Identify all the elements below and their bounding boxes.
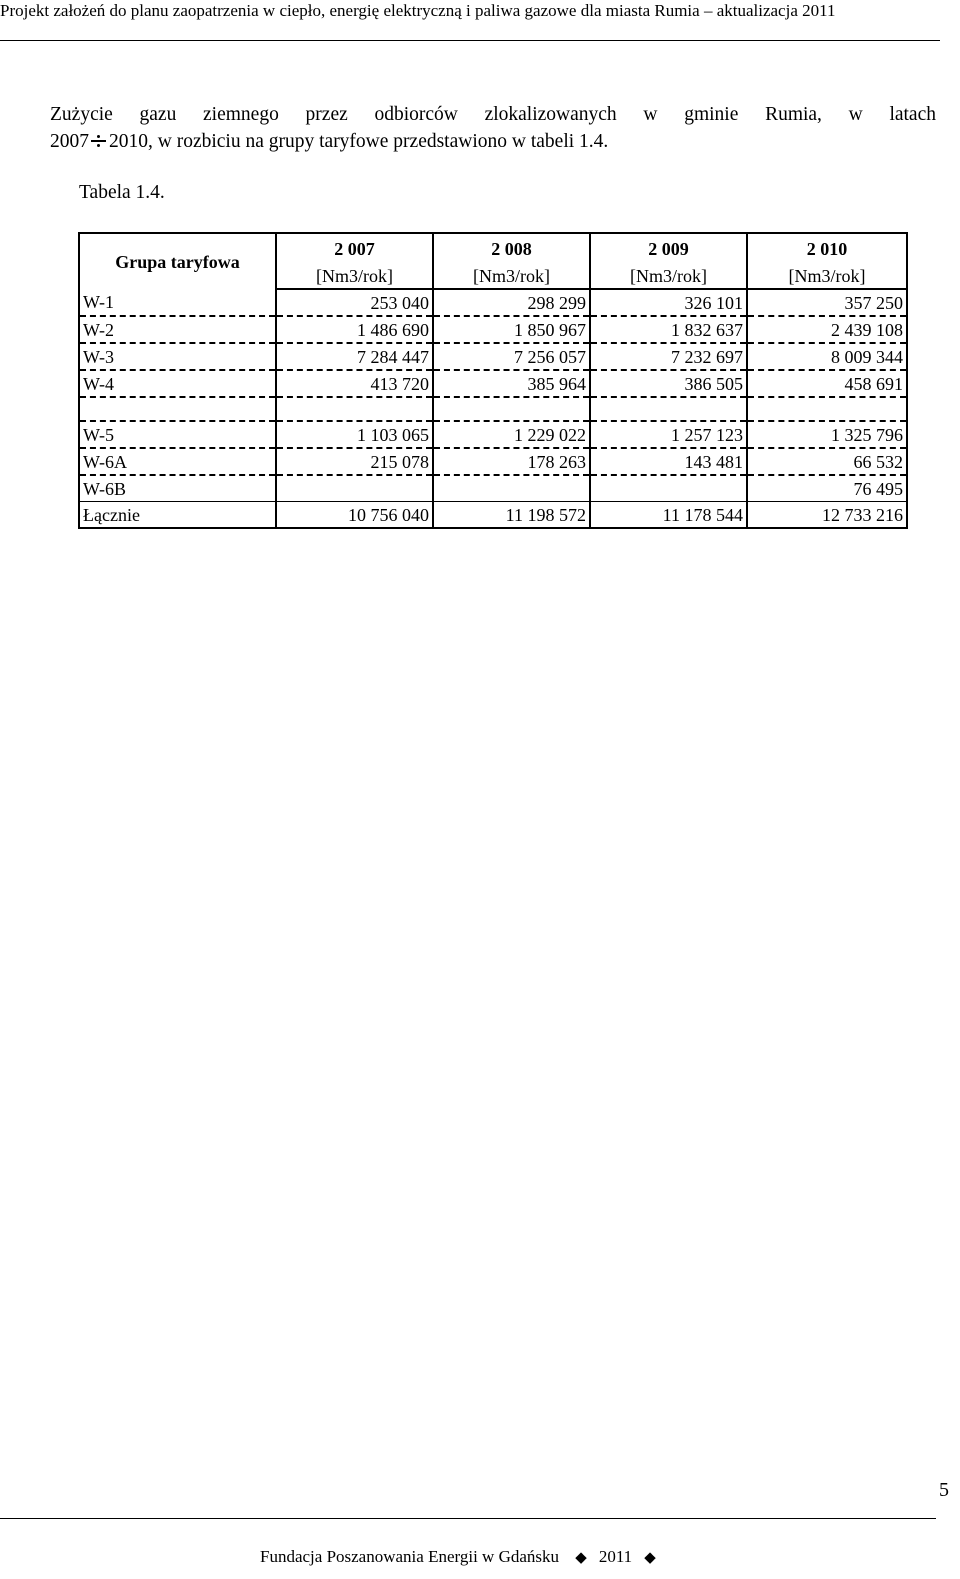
row-group-name bbox=[79, 397, 276, 421]
row-value bbox=[747, 397, 907, 421]
row-value: 76 495 bbox=[747, 475, 907, 502]
table-row bbox=[79, 475, 907, 502]
table-row-total bbox=[79, 502, 907, 529]
row-value: 215 078 bbox=[276, 448, 433, 475]
row-value: 298 299 bbox=[433, 289, 590, 316]
header-title: Projekt założeń do planu zaopatrzenia w ciepło, energię elektryczną i paliwa gazowe dla miasta Rumia – aktualizacja 2011 bbox=[0, 1, 836, 20]
footer-year: 2011 bbox=[598, 1547, 633, 1566]
table-caption: Tabela 1.4. bbox=[79, 182, 165, 203]
row-value: 2 439 108 bbox=[747, 316, 907, 343]
row-value: 143 481 bbox=[590, 448, 747, 475]
table-row-empty bbox=[79, 397, 907, 421]
row-group-name: W-3 bbox=[79, 343, 276, 370]
column-header-year: 2 009 bbox=[590, 233, 747, 263]
table-row bbox=[79, 448, 907, 475]
row-value: 7 256 057 bbox=[433, 343, 590, 370]
column-unit: [Nm3/rok] bbox=[747, 263, 907, 289]
column-header-year: 2 010 bbox=[747, 233, 907, 263]
table-row bbox=[79, 370, 907, 397]
row-value: 1 103 065 bbox=[276, 421, 433, 448]
footer-divider bbox=[0, 1518, 936, 1519]
intro-paragraph bbox=[50, 101, 936, 155]
row-value: 253 040 bbox=[276, 289, 433, 316]
row-value: 386 505 bbox=[590, 370, 747, 397]
page-footer bbox=[260, 1546, 668, 1569]
column-header-group: Grupa taryfowa bbox=[79, 233, 276, 289]
row-value bbox=[590, 475, 747, 502]
row-group-name: Łącznie bbox=[79, 502, 276, 529]
diamond-icon: ◆ bbox=[644, 1550, 656, 1566]
row-group-name: W-2 bbox=[79, 316, 276, 343]
row-group-name: W-4 bbox=[79, 370, 276, 397]
table-row bbox=[79, 421, 907, 448]
row-value: 1 229 022 bbox=[433, 421, 590, 448]
row-value: 8 009 344 bbox=[747, 343, 907, 370]
row-value: 7 232 697 bbox=[590, 343, 747, 370]
column-unit: [Nm3/rok] bbox=[276, 263, 433, 289]
row-value: 10 756 040 bbox=[276, 502, 433, 529]
row-value: 1 486 690 bbox=[276, 316, 433, 343]
row-value: 1 832 637 bbox=[590, 316, 747, 343]
row-group-name: W-6B bbox=[79, 475, 276, 502]
table-row bbox=[79, 289, 907, 316]
table-row bbox=[79, 316, 907, 343]
row-value: 1 325 796 bbox=[747, 421, 907, 448]
row-value: 11 198 572 bbox=[433, 502, 590, 529]
row-value bbox=[590, 397, 747, 421]
diamond-icon: ◆ bbox=[575, 1550, 587, 1566]
column-header-year: 2 008 bbox=[433, 233, 590, 263]
column-unit: [Nm3/rok] bbox=[590, 263, 747, 289]
row-value: 11 178 544 bbox=[590, 502, 747, 529]
row-value: 178 263 bbox=[433, 448, 590, 475]
division-sign-icon bbox=[89, 134, 109, 148]
row-value bbox=[433, 475, 590, 502]
intro-line-1: Zużycie gazu ziemnego przez odbiorców zlokalizowanych w gminie Rumia, w latach bbox=[50, 104, 936, 125]
intro-year-to: 2010, w rozbiciu na grupy taryfowe przedstawiono w tabeli 1.4. bbox=[109, 131, 609, 152]
row-value: 1 257 123 bbox=[590, 421, 747, 448]
page-header bbox=[0, 0, 940, 41]
row-value: 413 720 bbox=[276, 370, 433, 397]
column-header-year: 2 007 bbox=[276, 233, 433, 263]
footer-organization: Fundacja Poszanowania Energii w Gdańsku bbox=[260, 1547, 560, 1566]
table-row bbox=[79, 343, 907, 370]
row-group-name: W-1 bbox=[79, 289, 276, 316]
intro-line-2 bbox=[50, 128, 936, 155]
column-unit: [Nm3/rok] bbox=[433, 263, 590, 289]
row-value bbox=[276, 475, 433, 502]
row-value: 357 250 bbox=[747, 289, 907, 316]
row-group-name: W-6A bbox=[79, 448, 276, 475]
row-value: 1 850 967 bbox=[433, 316, 590, 343]
intro-year-from: 2007 bbox=[50, 131, 89, 152]
gas-consumption-table bbox=[78, 232, 908, 529]
row-value: 458 691 bbox=[747, 370, 907, 397]
row-value bbox=[276, 397, 433, 421]
row-value: 326 101 bbox=[590, 289, 747, 316]
table-header-row bbox=[79, 233, 907, 263]
row-value: 12 733 216 bbox=[747, 502, 907, 529]
row-value bbox=[433, 397, 590, 421]
row-value: 7 284 447 bbox=[276, 343, 433, 370]
row-group-name: W-5 bbox=[79, 421, 276, 448]
page-number: 5 bbox=[939, 1479, 949, 1501]
row-value: 66 532 bbox=[747, 448, 907, 475]
row-value: 385 964 bbox=[433, 370, 590, 397]
